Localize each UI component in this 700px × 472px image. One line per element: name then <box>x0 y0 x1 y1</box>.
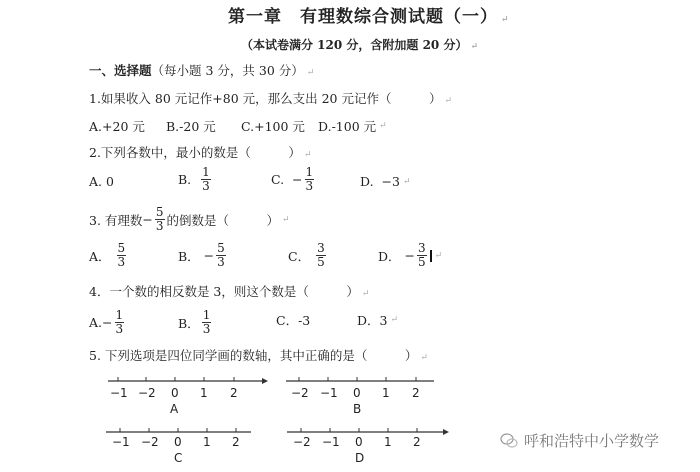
number-line-d <box>287 427 457 472</box>
numerator: 5 <box>155 205 164 219</box>
numerator: 3 <box>418 241 426 255</box>
section-heading-note: （每小题 3 分，共 30 分） <box>151 63 304 78</box>
number-line-name: D <box>355 451 365 465</box>
numerator: 1 <box>202 165 210 179</box>
question-text: 5. 下列选项是四位同学画的数轴，其中正确的是（ ） <box>89 348 418 363</box>
fraction <box>117 242 127 269</box>
paragraph-mark: ↵ <box>282 214 290 225</box>
fraction <box>202 309 212 336</box>
section-heading-bold: 一、选择题 <box>89 63 152 78</box>
number-line-axis <box>106 427 266 439</box>
tick-label: 2 <box>230 386 238 400</box>
number-line-axis <box>287 427 457 439</box>
tick-label: −2 <box>141 435 159 449</box>
tick-label: −2 <box>291 386 309 400</box>
option-value: −3 <box>381 174 400 189</box>
wechat-icon <box>500 433 518 449</box>
fraction <box>305 166 315 193</box>
paragraph-mark: ↵ <box>303 150 312 160</box>
tick-label: −2 <box>293 435 311 449</box>
paragraph-mark: ↵ <box>390 315 399 325</box>
tick-label: 1 <box>384 435 392 449</box>
text-cursor <box>430 250 432 262</box>
tick-label: −2 <box>138 386 156 400</box>
q2-option-a <box>89 174 114 189</box>
option-label: C． <box>288 248 311 264</box>
numerator: 5 <box>117 241 126 255</box>
tick-label: 2 <box>412 386 420 400</box>
q3-option-d <box>378 242 442 269</box>
option-label: A. <box>89 118 103 134</box>
number-line-axis <box>286 374 446 386</box>
option-value: +20 元 <box>102 119 145 134</box>
paragraph-mark: ↵ <box>420 353 428 363</box>
option-label: D． <box>378 248 401 264</box>
q3-option-a <box>89 242 128 269</box>
tick-label: −1 <box>110 386 128 400</box>
fraction <box>216 242 226 269</box>
number-line-axis <box>108 374 268 386</box>
option-value: +100 元 <box>254 119 305 134</box>
numerator: 1 <box>305 165 314 179</box>
numerator: 5 <box>217 241 225 255</box>
subtitle-text: （本试卷满分 120 分，含附加题 20 分） <box>241 38 468 52</box>
denominator: 3 <box>117 255 126 269</box>
paragraph-mark: ↵ <box>444 96 453 106</box>
paragraph-mark: ↵ <box>361 289 370 299</box>
question-1 <box>89 89 452 107</box>
question-5 <box>89 346 428 364</box>
paragraph-mark: ↵ <box>470 42 479 52</box>
denominator: 3 <box>155 219 164 233</box>
tick-label: −1 <box>112 435 130 449</box>
page-subtitle <box>241 36 478 53</box>
option-label: A. <box>89 315 103 330</box>
number-line-name: A <box>170 402 179 416</box>
q1-option-d <box>318 117 387 135</box>
fraction <box>115 309 125 336</box>
paragraph-mark: ↵ <box>501 15 510 25</box>
tick-label: −1 <box>322 435 340 449</box>
section-heading <box>89 61 314 79</box>
number-line-c <box>106 427 266 472</box>
minus-sign: − <box>404 248 415 263</box>
question-4 <box>89 282 369 300</box>
title-text: 第一章 有理数综合测试题（一） <box>228 7 498 27</box>
q2-option-b <box>178 166 213 193</box>
tick-label: −1 <box>320 386 338 400</box>
paragraph-mark: ↵ <box>306 68 315 78</box>
tick-label: 0 <box>353 386 361 400</box>
fraction <box>155 206 165 233</box>
option-value: 0 <box>106 174 114 189</box>
denominator: 3 <box>202 179 210 193</box>
question-text-pre: 3. 有理数 <box>89 212 143 228</box>
option-value: 3 <box>379 312 388 328</box>
option-label: C. <box>271 172 285 187</box>
tick-label: 2 <box>413 435 421 449</box>
tick-label: 1 <box>200 386 208 400</box>
option-label: C. <box>241 118 255 134</box>
numerator: 1 <box>202 308 211 322</box>
option-value: -3 <box>298 312 311 328</box>
tick-label: 1 <box>203 435 211 449</box>
fraction <box>316 242 326 269</box>
option-label: C． <box>276 313 299 328</box>
number-line-a <box>108 374 268 424</box>
option-label: D． <box>357 313 380 328</box>
tick-label: 1 <box>382 386 390 400</box>
tick-label: 0 <box>355 435 363 449</box>
numerator: 1 <box>115 308 124 322</box>
q4-option-c <box>276 311 310 329</box>
fraction <box>201 166 211 193</box>
watermark-text: 呼和浩特中小学数学 <box>524 432 660 450</box>
option-value: -20 元 <box>179 119 216 134</box>
q2-option-c <box>271 166 316 193</box>
option-label: B． <box>178 315 200 331</box>
paragraph-mark: ↵ <box>402 176 411 187</box>
watermark <box>500 430 659 451</box>
number-line-b <box>286 374 446 424</box>
minus-sign: − <box>142 212 153 227</box>
denominator: 3 <box>305 179 314 193</box>
denominator: 3 <box>202 322 211 336</box>
option-label: D. <box>360 174 374 189</box>
fraction <box>417 242 427 269</box>
option-label: D. <box>318 118 332 134</box>
q2-option-d <box>360 174 411 189</box>
option-value: -100 元 <box>331 119 377 134</box>
denominator: 3 <box>115 322 124 336</box>
option-label: A. <box>89 174 103 189</box>
q4-option-d <box>357 311 398 329</box>
question-3 <box>89 206 290 233</box>
denominator: 3 <box>217 255 225 269</box>
numerator: 3 <box>317 241 325 255</box>
option-label: B. <box>166 118 180 134</box>
option-label: B. <box>178 172 192 187</box>
question-text: 2.下列各数中，最小的数是（ ） <box>89 145 301 160</box>
tick-label: 0 <box>174 435 182 449</box>
paragraph-mark: ↵ <box>379 121 387 131</box>
denominator: 5 <box>317 255 325 269</box>
option-label: B． <box>178 248 200 264</box>
page-title <box>228 2 510 27</box>
denominator: 5 <box>418 255 426 269</box>
minus-sign: − <box>203 248 215 263</box>
q4-option-b <box>178 309 213 336</box>
question-text: 1.如果收入 80 元记作+80 元，那么支出 20 元记作（ ） <box>89 91 442 106</box>
minus-sign: − <box>102 315 113 330</box>
option-label: A． <box>89 248 111 264</box>
q3-option-b <box>178 242 228 269</box>
question-2 <box>89 143 311 161</box>
q1-option-a <box>89 117 145 135</box>
q3-option-c <box>288 242 328 269</box>
number-line-name: C <box>174 451 183 465</box>
paragraph-mark: ↵ <box>434 250 443 261</box>
q1-option-c <box>241 117 305 135</box>
q1-option-b <box>166 117 216 135</box>
question-text-post: 的倒数是（ ） <box>166 212 280 228</box>
minus-sign: − <box>292 172 303 187</box>
tick-label: 2 <box>232 435 240 449</box>
q4-option-a <box>89 309 126 336</box>
tick-label: 0 <box>171 386 179 400</box>
question-text: 4．一个数的相反数是 3，则这个数是（ ） <box>89 284 359 299</box>
number-line-name: B <box>353 402 362 416</box>
